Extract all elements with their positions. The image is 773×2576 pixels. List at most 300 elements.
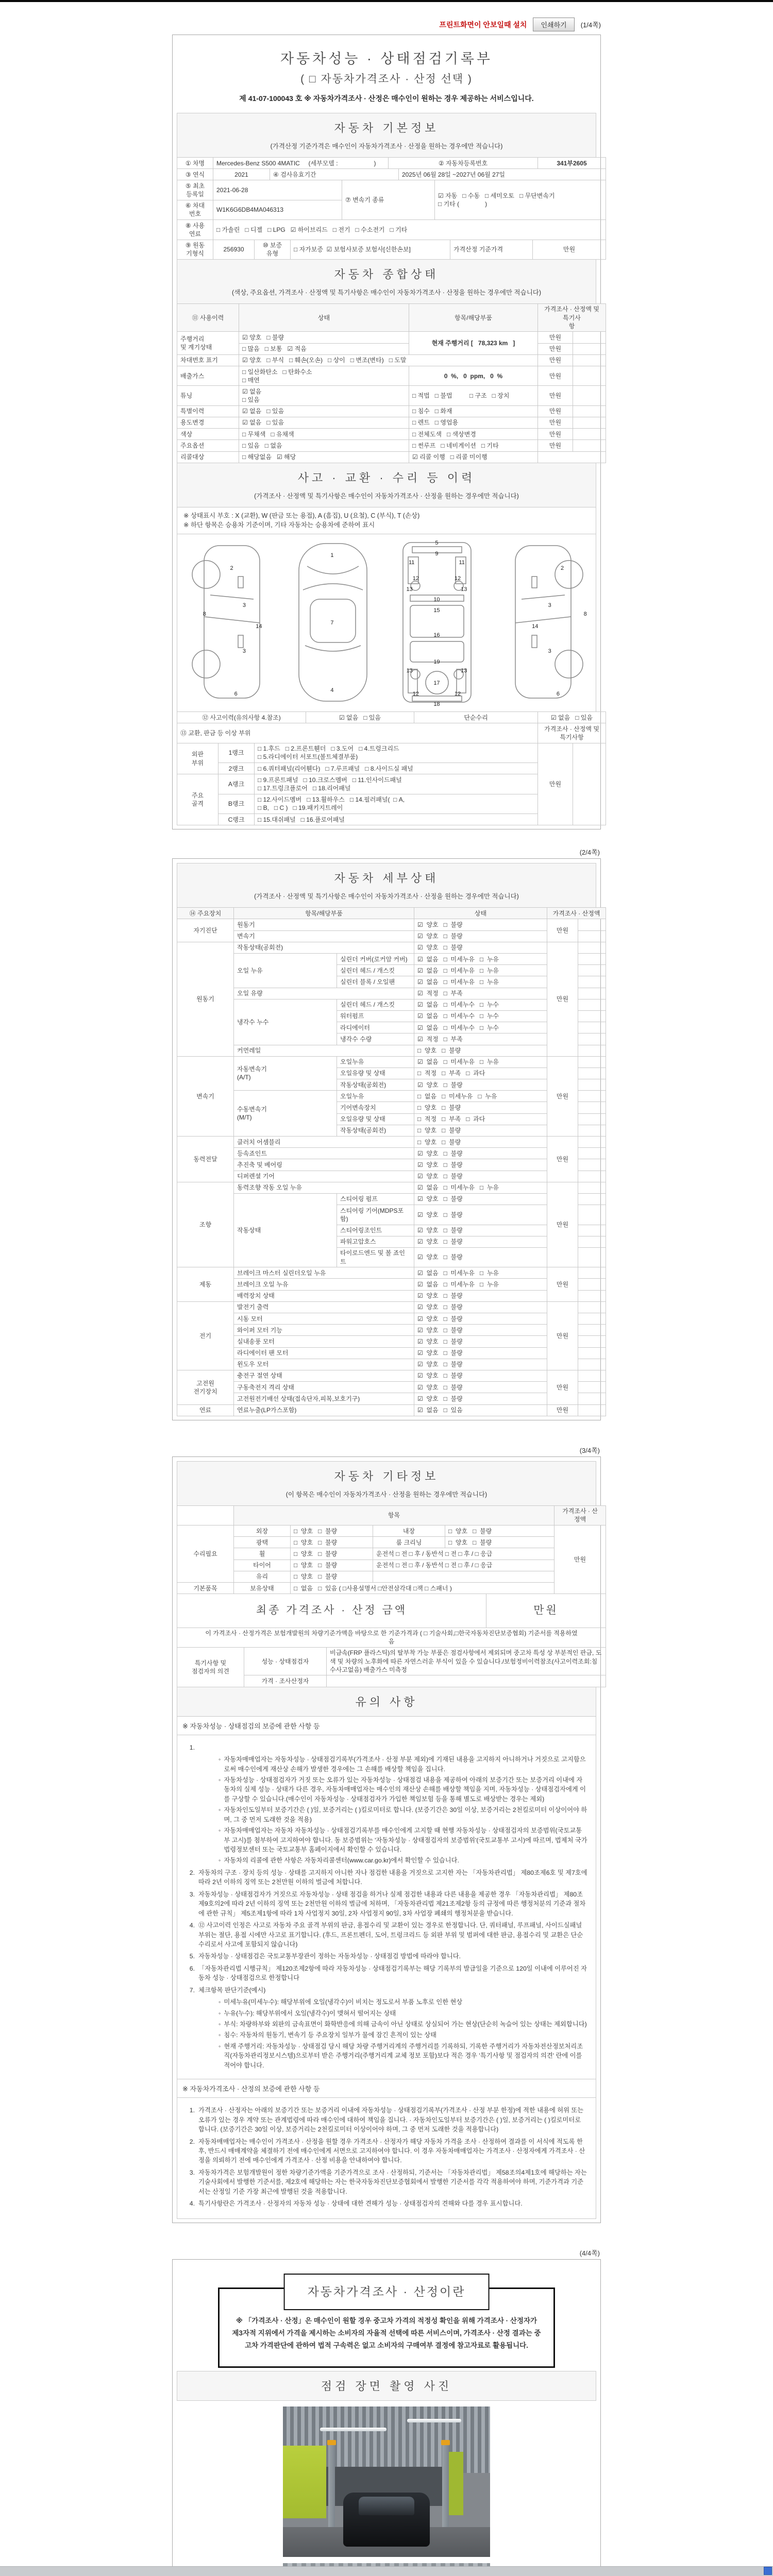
cell: 구동축전지 격리 상태 (234, 1382, 414, 1393)
diagram-panel-number: 13 (406, 586, 413, 592)
cell[interactable]: □ 양호 □ 불량 (414, 1102, 547, 1113)
cell[interactable]: □ 양호 □ 불량 (445, 1526, 554, 1537)
accident-history-row (177, 711, 596, 723)
cell[interactable]: ☑ 없음 □ 미세누유 □ 누유 (414, 1182, 547, 1193)
basic-info-table-2 (177, 168, 596, 180)
warranty-options[interactable]: □ 자가보증 ☑ 보험사보증 보험사[신한손보] (291, 240, 450, 259)
section-title: 자동차 기타정보 (334, 1469, 439, 1483)
cell[interactable]: □ 양호 □ 불량 (414, 1125, 547, 1136)
accident-history-label: ⑫ 사고이력(유의사항 4.참조) (177, 712, 306, 723)
cell[interactable]: ☑ 적정 □ 부족 (414, 1033, 547, 1045)
cell[interactable]: ☑ 양호 □ 불량 (414, 1347, 547, 1359)
sys-electric: 전기 (177, 1301, 234, 1370)
cell: 외장 (234, 1526, 291, 1537)
cell[interactable]: ☑ 없음 □ 있음 (538, 712, 606, 723)
notice-subitem: ◦ 자동차매매업자는 자동차성능 · 상태점검기록부(가격조사 · 산정 부분 제외)에 기재된 내용을 고지하지 아니하거나 거짓으로 고지함으로써 매수인에게 재산상 손해가 발생한 경우에는 그 손해를 배상할 책임을 집니다. (219, 1756, 586, 1773)
cell[interactable]: □ 양호 □ 불량 (414, 1045, 547, 1056)
cell[interactable]: □ 양호 □ 불량 (291, 1526, 373, 1537)
cell[interactable]: ☑ 없음 □ 미세누유 □ 누유 (414, 1056, 547, 1067)
section-note: (이 항목은 매수인이 자동차가격조사 · 산정을 원하는 경우에만 적습니다) (285, 1490, 488, 1498)
diagram-panel-number: 3 (548, 648, 551, 655)
cell: 항목 (234, 1505, 554, 1525)
row-emission: 배출가스 (177, 366, 239, 386)
empty-cell (578, 999, 606, 1010)
cell[interactable]: ☑ 양호 □ 불량 (414, 1159, 547, 1171)
empty-cell (578, 1033, 606, 1045)
empty-cell (573, 743, 606, 825)
price-note-label: 가격조사 · 산정액 및 특기사항 (538, 723, 606, 743)
empty-cell (573, 440, 606, 451)
cell[interactable]: ☑ 양호 □ 불량 (414, 1236, 547, 1247)
cell[interactable]: □ 해당없음 ☑ 해당 (239, 451, 409, 463)
diagram-panel-number: 14 (532, 623, 539, 630)
cell: A랭크 (219, 774, 255, 794)
outer-panel-label: 외판 부위 (177, 743, 219, 774)
panel-abnormal-row (177, 723, 601, 743)
cell: 만원 (538, 386, 573, 405)
cell[interactable]: 운전석 □ 전 □ 후 / 동반석 □ 전 □ 후 / □ 응급 (373, 1560, 554, 1571)
label-engine-type: ⑨ 원동 기형식 (177, 240, 213, 259)
section-photos (177, 2371, 596, 2401)
cell: 오일유량 및 상태 (337, 1113, 414, 1125)
price-basis-note[interactable]: 이 가격조사 · 산정가격은 보험개발원의 차량기준가액을 바탕으로 한 기준가격과 ( □ 기술사회,□한국자동차진단보증협회) 기준서를 적용하였 음 (177, 1628, 606, 1647)
notice-item: 7. 체크항목 판단기준(예시) (189, 1986, 266, 1994)
label-reg-no: ② 자동차등록번호 (389, 158, 538, 169)
cell: 배력장치 상태 (234, 1290, 414, 1301)
section-title: 점검 장면 촬영 사진 (321, 2380, 452, 2393)
cell[interactable]: ☑ 양호 □ 불량 (414, 1079, 547, 1091)
sys-fuel: 연료 (177, 1404, 234, 1416)
notice-head: ※ 자동차성능 · 상태점검의 보증에 관한 사항 등 (177, 1716, 596, 1735)
cell[interactable]: □ 9.프론트패널 □ 10.크로스멤버 □ 11.인사이드패널 □ 17.트렁크플로어 □ 18.리어패널 (255, 774, 538, 794)
photo1-green-wall (283, 2446, 326, 2518)
appraisal-explainer-title: 자동차가격조사 · 산정이란 (284, 2274, 490, 2310)
cell[interactable]: ☑ 양호 □ 불량 (414, 930, 547, 942)
page-marker-3: (3/4쪽) (579, 1446, 600, 1454)
diagram-panel-number: 14 (256, 623, 262, 630)
panel-abnormal-label: ⑬ 교환, 판금 등 이상 부위 (177, 723, 538, 743)
label-warranty-type: ⑩ 보증 유형 (255, 240, 291, 259)
cell[interactable]: ☑ 양호 □ 불량 (414, 1148, 547, 1159)
label-car-name: ① 차명 (177, 158, 213, 169)
cell[interactable]: ☑ 없음 □ 미세누유 □ 누유 (414, 1279, 547, 1290)
empty-cell (573, 354, 606, 366)
empty-cell (573, 429, 606, 440)
cell[interactable]: ☑ 없음 □ 있음 (239, 386, 409, 405)
empty-cell (578, 1113, 606, 1125)
row-special-history: 특별이력 (177, 405, 239, 417)
diagram-panel-number: 3 (548, 602, 551, 608)
cell: 라디에이터 (337, 1022, 414, 1033)
cell[interactable]: ☑ 없음 □ 있음 (239, 417, 409, 428)
empty-cell (578, 1290, 606, 1301)
diagram-panel-number: 17 (433, 680, 440, 687)
cell[interactable]: □ 적법 □ 불법 □ 구조 □ 장치 (409, 386, 538, 405)
photo1-green-pillar (449, 2452, 463, 2515)
cell: 클러치 어셈블리 (234, 1137, 414, 1148)
notice-subitem: ◦ 자동차의 리콜에 관한 사항은 자동차리콜센터(www.car.go.kr)에서 확인할 수 있습니다. (219, 1857, 459, 1865)
cell: 원동기 (234, 919, 414, 930)
cell[interactable]: □ 양호 □ 불량 (445, 1537, 554, 1548)
cell[interactable]: ☑ 양호 □ 불량 (414, 1325, 547, 1336)
cell[interactable]: □ 많음 □ 보통 ☑ 적음 (239, 343, 409, 354)
section-accident-history (177, 463, 596, 507)
cell: 충전구 절연 상태 (234, 1370, 414, 1381)
notice-subitem: ◦ 자동차인도일부터 보증기간은 ( )일, 보증거리는 ( )킬로미터로 합니다. (보증기간은 30일 이상, 보증거리는 2천킬로미터 이상이어야 하며, 그 중 먼저 도래한 것을 적용) (219, 1806, 587, 1823)
cell[interactable]: ☑ 없음 □ 미세누수 □ 누수 (414, 1010, 547, 1022)
cell: 1랭크 (219, 743, 255, 762)
section-detail-state (177, 863, 596, 908)
photo1-lift-post-right (442, 2443, 449, 2528)
cell: 룸 크리닝 (373, 1537, 445, 1548)
diagram-panel-number: 10 (433, 597, 440, 603)
cell: 윈도우 모터 (234, 1359, 414, 1370)
cell[interactable]: □ 양호 □ 불량 (414, 1137, 547, 1148)
current-mileage: 현재 주행거리 [ 78,323 km ] (409, 332, 538, 354)
cell: 시동 모터 (234, 1313, 414, 1325)
diagram-panel-number: 9 (435, 551, 439, 557)
repair-needed: 수리필요 (177, 1526, 234, 1583)
cell[interactable]: ☑ 양호 □ 불량 (414, 1359, 547, 1370)
cell[interactable]: ☑ 없음 □ 있음 (414, 1404, 547, 1416)
empty-cell (573, 343, 606, 354)
empty-cell (578, 1393, 606, 1404)
cell[interactable]: ☑ 양호 □ 불량 (414, 1313, 547, 1325)
appraisal-explainer-text: ※ 「가격조사 · 산정」은 매수인이 원할 경우 중고차 가격의 적정성 확인을 위해 가격조사 · 산정자가 제3자적 지위에서 가격을 제시하는 소비자의 자율적 선택에 따른 서비스이며, 가격조사 · 산정 결과는 중고차 가격판단에 관하여 법적 구속력은 없고 소비자의 구매여부 결정에 참고자료로 활용됩니다. (232, 2316, 541, 2350)
cell[interactable]: □ 양호 □ 불량 (291, 1537, 373, 1548)
cell: 만원 (538, 343, 573, 354)
empty-cell (578, 919, 606, 930)
empty-cell (578, 1313, 606, 1325)
cell[interactable]: □ 1.후드 □ 2.프론트휀더 □ 3.도어 □ 4.트렁크리드 □ 5.라디에이터 서포트(볼트체결부품) (255, 743, 538, 762)
empty-cell (177, 1505, 234, 1525)
empty-cell (578, 1159, 606, 1171)
cell[interactable]: 운전석 □ 전 □ 후 / 동반석 □ 전 □ 후 / □ 응급 (373, 1548, 554, 1560)
cell[interactable]: ☑ 양호 □ 불량 (414, 1301, 547, 1313)
empty-cell (578, 1279, 606, 1290)
empty-cell (578, 930, 606, 942)
cell: 성능 · 상태점검자 (244, 1647, 327, 1675)
cell[interactable]: ☑ 없음 □ 미세누수 □ 누수 (414, 999, 547, 1010)
car-damage-diagram[interactable] (177, 534, 596, 712)
row-color: 색상 (177, 429, 239, 440)
cell[interactable]: □ 없음 □ 있음 ( □사용설명서 □안전삼각대 □잭 □ 스패너 ) (291, 1583, 554, 1594)
photo1-light (320, 2428, 386, 2431)
cell[interactable]: ☑ 양호 □ 불량 (414, 1290, 547, 1301)
cell[interactable]: ☑ 없음 □ 미세누수 □ 누수 (414, 1022, 547, 1033)
notice-item: 2. 자동차매매업자는 매수인이 가격조사 · 산정을 원할 경우 가격조사 · 산정자가 해당 자동차 가격을 조사 · 산정하여 결과를 이 서식에 적도록 한 후, 반드시 매매계약을 체결하기 전에 매수인에게 서면으로 고지하여야 합니다. 이 경우 자동차매매업자는 가격조사 · 산정자에게 가격조사 · 산정을 의뢰하기 전에 매수인에게 가격조사 · 산정 비용을 안내하여야 합니다. (189, 2138, 585, 2164)
simple-repair-label: 단순수리 (414, 712, 538, 723)
section-title: 유의 사항 (355, 1695, 418, 1708)
notice-item: 4. 특기사항란은 가격조사 · 산정자의 자동차 성능 · 상태에 대한 견해가 성능 · 상태점검자의 견해와 다를 경우 표시합니다. (189, 2200, 523, 2208)
diagram-panel-number: 2 (230, 565, 233, 571)
col-item: 항목/해당부품 (409, 303, 538, 332)
diagram-panel-number: 3 (242, 648, 246, 655)
cell: ⑭ 주요장치 (177, 908, 234, 919)
cell[interactable]: ☑ 없음 □ 있음 (306, 712, 414, 723)
vin-value: W1K6G6DB4MA046313 (213, 200, 342, 219)
notice-item: 3. 자동차성능 · 상태점검자가 거짓으로 자동차성능 · 상태 점검을 하거나 실제 점검한 내용과 다른 내용을 제공한 경우 「자동차관리법」 제80조제9호의2에 따라 2년 이하의 징역 또는 2천만원 이하의 벌금에 처하며, 「자동차관리법 제21조제2항 등의 규정에 따른 행정처분의 기준과 절차에 관한 규칙」 제5조제1항에 따라 1차 사업정지 30일, 2차 사업정지 90일, 3차 사업장 폐쇄의 행정처분을 받습니다. (189, 1890, 586, 1917)
row-usage-change: 용도변경 (177, 417, 239, 428)
cell[interactable]: □ 전체도색 □ 색상변경 (409, 429, 538, 440)
section-title: 사고 · 교환 · 수리 등 이력 (297, 471, 476, 484)
cell[interactable]: □ 12.사이드멤버 □ 13.휠하우스 □ 14.필러패널( □ A, □ B, □ C ) □ 19.패키지트레이 (255, 794, 538, 814)
horizontal-scrollbar[interactable] (0, 2566, 773, 2576)
cell: 브레이크 마스터 실린더오일 누유 (234, 1267, 414, 1279)
empty-cell (578, 942, 606, 953)
diagram-panel-number: 6 (234, 690, 238, 697)
diagram-panel-number: 18 (433, 701, 440, 708)
section-note: (색상, 주요옵션, 가격조사 · 산정액 및 특기사항은 매수인이 자동차가격조사 · 산정을 원하는 경우에만 적습니다) (231, 289, 542, 296)
cell: 연료누출(LP가스포함) (234, 1404, 414, 1416)
cell: 워터펌프 (337, 1010, 414, 1022)
cell: 만원 (538, 743, 573, 825)
print-button[interactable]: 인쇄하기 (533, 18, 574, 31)
empty-cell (573, 405, 606, 417)
page-4-panel (172, 2259, 601, 2576)
notice-block-performance (177, 1716, 596, 2080)
cell[interactable]: □ 렌트 □ 영업용 (409, 417, 538, 428)
cell[interactable]: □ 없음 □ 미세누유 □ 누유 (414, 1091, 547, 1102)
cell: 만원 (538, 366, 573, 386)
diagram-panel-number: 6 (556, 690, 560, 697)
empty-cell (573, 332, 606, 343)
cell: 항목/해당부품 (234, 908, 414, 919)
empty-cell (578, 1022, 606, 1033)
cell[interactable]: ☑ 없음 □ 미세누유 □ 누유 (414, 976, 547, 988)
cell[interactable]: ☑ 양호 □ 불량 (414, 919, 547, 930)
diagram-panel-number: 5 (435, 540, 439, 547)
cell: 만원 (547, 1370, 578, 1404)
transmission-options[interactable]: ☑ 자동 □ 수동 □ 세미오토 □ 무단변속기 □ 기타 ( ) (435, 180, 606, 220)
page-1-panel (172, 35, 601, 829)
cell: 만원 (538, 354, 573, 366)
photo1-lift-post-left (328, 2443, 335, 2528)
cell[interactable]: ☑ 양호 □ 불량 (239, 332, 409, 343)
cell[interactable]: □ 침수 □ 화재 (409, 405, 538, 417)
cell[interactable]: ☑ 적정 □ 부족 (414, 988, 547, 999)
final-price-unit: 만원 (486, 1594, 606, 1628)
cell[interactable]: □ 무채색 □ 유채색 (239, 429, 409, 440)
cell[interactable]: □ 썬루프 □ 네비게이션 □ 기타 (409, 440, 538, 451)
empty-cell (578, 1091, 606, 1102)
diagram-panel-number: 12 (454, 690, 461, 697)
empty-cell (578, 1382, 606, 1393)
notice-item: 1. 가격조사 · 산정자는 아래의 보증기간 또는 보증거리 이내에 자동차성능 · 상태점검기록부(가격조사 · 산정 부분 한정)에 적한 내용에 허위 또는 오류가 있는 경우 계약 또는 관계법령에 따라 매수인에 대하여 책임을 집니다. · 자동차인도일부터 보증기간은 ( )일, 보증거리는 ( )킬로미터로 합니다. (보증기간은 30일 이상, 보증거리는 2천킬로미터 이상이어야 하며, 그 중 먼저 도래한 것을 적용합니다) (189, 2107, 584, 2133)
col-usage-history: ⑪ 사용이력 (177, 303, 239, 332)
cell: 실내송풍 모터 (234, 1336, 414, 1347)
cell: 만원 (538, 440, 573, 451)
cell: 디퍼렌셜 기어 (234, 1171, 414, 1182)
notice-item: 2. 자동차의 구조 · 장치 등의 성능 · 상태를 고지하지 아니한 자나 점검한 내용을 거짓으로 고지한 자는 「자동차관리법」 제80조제6호 및 제7호에 따라 2년 이하의 징역 또는 2천만원 이하의 벌금에 처합니다. (189, 1869, 587, 1886)
empty-cell (578, 1325, 606, 1336)
cell[interactable]: ☑ 양호 □ 불량 (414, 1171, 547, 1182)
diagram-panel-number: 11 (459, 560, 465, 566)
diagram-panel-number: 16 (433, 632, 440, 639)
empty-cell (578, 1125, 606, 1136)
label-vin: ⑥ 차대 번호 (177, 200, 213, 219)
cell: 실린더 헤드 / 개스킷 (337, 999, 414, 1010)
overall-state-table (177, 303, 599, 463)
state-code-legend (177, 507, 596, 535)
empty-cell (578, 1148, 606, 1159)
diagram-panel-number: 3 (242, 602, 246, 608)
cell: 보유상태 (234, 1583, 291, 1594)
opinion-label: 특기사항 및 점검자의 의견 (177, 1647, 244, 1687)
cell: 만원 (547, 1404, 578, 1416)
page-marker-4: (4/4쪽) (579, 2249, 600, 2257)
cell[interactable]: ☑ 양호 □ 불량 (414, 1336, 547, 1347)
cell[interactable]: □ 일산화탄소 □ 탄화수소 □ 매연 (239, 366, 409, 386)
print-install-note[interactable]: 프린트화면이 안보일때 설치 (439, 20, 527, 29)
cell: 가격조사 · 산 정액 (554, 1505, 606, 1525)
cell: 오일 누유 (234, 954, 337, 988)
cell: 2랭크 (219, 763, 255, 774)
section-title: 자동차 종합상태 (334, 267, 439, 281)
cell: 만원 (547, 1182, 578, 1267)
cell: 만원 (538, 332, 573, 343)
base-price-unit: 만원 (533, 240, 606, 259)
cell: 만원 (547, 1137, 578, 1182)
row-mileage: 주행거리 및 계기상태 (177, 332, 239, 354)
cell[interactable]: ☑ 양호 □ 불량 (414, 1193, 547, 1205)
cell[interactable]: ☑ 양호 □ 불량 (414, 1205, 547, 1225)
cell[interactable]: ☑ 없음 □ 미세누유 □ 누유 (414, 954, 547, 965)
sys-engine: 원동기 (177, 942, 234, 1056)
first-reg-value: 2021-06-28 (213, 180, 342, 200)
cell: 만원 (547, 942, 578, 1056)
cell[interactable]: □ 15.대쉬패널 □ 16.플로어패널 (255, 814, 538, 825)
cell: B랭크 (219, 794, 255, 814)
photo1-lift-cap-right (441, 2440, 450, 2445)
cell: 상태 (414, 908, 547, 919)
cell: 냉각수 누수 (234, 999, 337, 1045)
cell[interactable]: □ 양호 □ 불량 (291, 1560, 373, 1571)
empty-cell (578, 1079, 606, 1091)
cell: 광택 (234, 1537, 291, 1548)
cell: 스티어링조인트 (337, 1225, 414, 1236)
cell[interactable]: ☑ 양호 □ 불량 (414, 942, 547, 953)
empty-cell (573, 417, 606, 428)
cell[interactable]: ☑ 없음 □ 미세누유 □ 누유 (414, 1267, 547, 1279)
notice-subitem: ◦ 누유(누수): 해당부위에서 오일(냉각수)이 맺혀서 떨어지는 상태 (219, 2009, 396, 2017)
cell: 기어변속장치 (337, 1102, 414, 1113)
diagram-panel-number: 11 (409, 560, 415, 566)
basic-items: 기본품목 (177, 1583, 234, 1594)
cell[interactable]: ☑ 양호 □ 부식 □ 훼손(오손) □ 상이 □ 변조(변타) □ 도말 (239, 354, 538, 366)
cell[interactable]: □ 적정 □ 부족 □ 과다 (414, 1067, 547, 1079)
cell[interactable]: ☑ 양호 □ 불량 (414, 1393, 547, 1404)
appraiser-opinion (327, 1675, 606, 1687)
cell[interactable]: ☑ 양호 □ 불량 (414, 1225, 547, 1236)
row-options: 주요옵션 (177, 440, 239, 451)
cell[interactable]: □ 있음 □ 없음 (239, 440, 409, 451)
empty-cell (578, 1301, 606, 1313)
document-title: 자동차성능 · 상태점검기록부 (280, 51, 493, 66)
cell[interactable]: □ 6.쿼터패널(리어휀다) □ 7.루프패널 □ 8.사이드실 패널 (255, 763, 538, 774)
row-vin-marking: 차대번호 표기 (177, 354, 239, 366)
cell: 내장 (373, 1526, 445, 1537)
cell: C랭크 (219, 814, 255, 825)
opinion-table (177, 1647, 602, 1687)
panel-rank-table (177, 743, 596, 826)
empty-cell (578, 1359, 606, 1370)
section-basic-info (177, 113, 596, 158)
cell: 냉각수 수량 (337, 1033, 414, 1045)
empty-cell (578, 988, 606, 999)
empty-cell (578, 1010, 606, 1022)
notice-item: 6. 「자동차관리법 시행규칙」 제120조제2항에 따라 자동차성능 · 상태점검기록부는 해당 기록부의 발급일을 기준으로 120일 이내에 이루어진 자동차 성능 · 상태점검으로 한정합니다 (189, 1964, 587, 1982)
etc-info-table (177, 1505, 596, 1595)
page-2-panel (172, 858, 601, 1420)
emission-values: 0 %, 0 ppm, 0 % (409, 366, 538, 386)
empty-cell (578, 1404, 606, 1416)
sys-selfdiag: 자기진단 (177, 919, 234, 942)
section-note: (가격산정 기준가격은 매수인이 자동차가격조사 · 산정을 원하는 경우에만 적습니다) (270, 143, 503, 150)
fuel-options[interactable]: □ 가솔린 □ 디젤 □ LPG ☑ 하이브리드 □ 전기 □ 수소전기 □ 기타 (213, 220, 606, 240)
col-state: 상태 (239, 303, 409, 332)
cell[interactable]: ☑ 리콜 이행 □ 리콜 미이행 (409, 451, 538, 463)
notice-item: 4. ⑫ 사고이력 인정은 사고로 자동차 주요 골격 부위의 판금, 용접수리 및 교환이 있는 경우로 한정합니다. 단, 쿼터패널, 루프패널, 사이드실패널 부위는 절단, 용접 시에만 사고로 표기합니다. (후드, 프론트펜더, 도어, 트렁크리드 등 외판 부위 및 범퍼에 대한 판금, 용접수리 및 교환은 단순수리로서 사고에 포함되지 않습니다) (189, 1922, 583, 1948)
cell: 고전원전기배선 상태(접속단자,피복,보호기구) (234, 1393, 414, 1404)
section-overall-state (177, 259, 596, 304)
section-title: 자동차 기본정보 (334, 122, 439, 134)
diagram-panel-number: 7 (330, 620, 334, 626)
diagram-panel-number: 12 (412, 690, 419, 697)
cell[interactable]: □ 적정 □ 부족 □ 과다 (414, 1113, 547, 1125)
empty-cell (373, 1571, 554, 1582)
cell[interactable]: □ 양호 □ 불량 (291, 1548, 373, 1560)
label-base-price: 가격산정 기준가격 (450, 240, 533, 259)
empty-cell (578, 1182, 606, 1193)
cell: 작동상태(공회전) (337, 1125, 414, 1136)
diagram-panel-number: 4 (330, 687, 334, 693)
empty-cell (578, 1347, 606, 1359)
notice-item: 1. (189, 1743, 195, 1751)
empty-cell (578, 976, 606, 988)
cell[interactable]: □ 양호 □ 불량 (291, 1571, 373, 1582)
frame-label: 주요 골격 (177, 774, 219, 825)
cell[interactable]: ☑ 없음 □ 미세누유 □ 누유 (414, 965, 547, 976)
empty-cell (578, 1102, 606, 1113)
cell: 만원 (554, 1526, 606, 1594)
cell: 작동상태 (234, 1193, 337, 1267)
diagram-panel-number: 1 (330, 552, 334, 559)
year-value: 2021 (213, 169, 270, 180)
cell: 파워고압호스 (337, 1236, 414, 1247)
diagram-panel-number: 12 (412, 575, 419, 582)
cell[interactable]: ☑ 양호 □ 불량 (414, 1247, 547, 1267)
cell[interactable]: ☑ 없음 □ 있음 (239, 405, 409, 417)
cell[interactable]: ☑ 양호 □ 불량 (414, 1382, 547, 1393)
label-inspection-period: ④ 검사유효기간 (270, 169, 399, 180)
basic-info-table-4 (177, 219, 596, 240)
cell: 타이어 (234, 1560, 291, 1571)
cell: 작동상태(공회전) (234, 942, 414, 953)
diagram-panel-number: 13 (461, 586, 467, 592)
cell: 타이로드엔드 및 볼 죠인 트 (337, 1247, 414, 1267)
empty-cell (578, 1137, 606, 1148)
scroll-button[interactable] (764, 2567, 772, 2575)
empty-cell (578, 1370, 606, 1381)
cell[interactable]: ☑ 양호 □ 불량 (414, 1370, 547, 1381)
cell: 등속죠인트 (234, 1148, 414, 1159)
photo1-windshield (359, 2497, 414, 2515)
notice-body (177, 1735, 596, 2080)
notice-item: 3. 자동차가격은 보험개발원이 정한 차량기준가액을 기준가격으로 조사 · 산정하되, 기준서는 「자동차관리법」 제58조의4제1호에 해당하는 자는 기술사회에서 발행한 기준서를, 제2호에 해당하는 자는 한국자동차진단보증협회에서 발행한 기준서를 각각 적용하여야 하며, 기준가격과 기준서는 산정일 기준 가장 최근에 발행된 것을 적용합니다. (189, 2168, 587, 2195)
cell: 커먼레일 (234, 1045, 414, 1056)
empty-cell (578, 1205, 606, 1225)
